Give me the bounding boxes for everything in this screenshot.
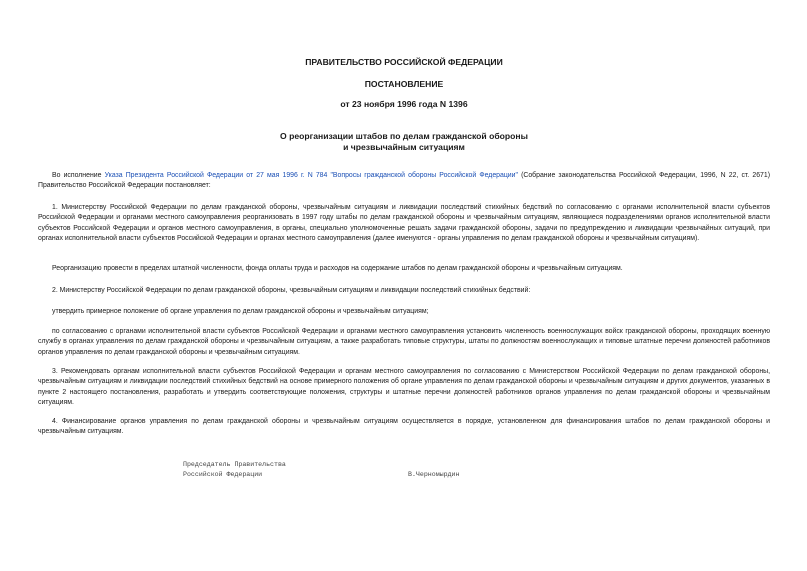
paragraph-1-text: 1. Министерству Российской Федерации по делам гражданской обороны, чрезвычайным ситуациям и ликвидации последствий стихийных бедствий по согласованию с органами исполнительной власти субъектов Российской Федерации и органами местного самоуправления реорганизовать в 1997 году штабы по делам гражданской обороны и чрезвычайным ситуациям, являющиеся подразделениями органов исполнительной власти субъектов Российской Федерации и органов местного самоуправления, в органы, специально уполномоченные решать задачи гражданской обороны, задачи по предупреждению и ликвидации чрезвычайных ситуаций, при органах исполнительной власти субъектов Российской Федерации и органах местного самоуправления (далее именуются - органы управления по делам гражданской обороны и чрезвычайным ситуациям). xyxy=(38,204,770,243)
decree-link[interactable]: Указа Президента Российской Федерации от 27 мая 1996 г. N 784 "Вопросы гражданской обороны Российской Федерации" xyxy=(104,172,518,179)
paragraph-2-text: 2. Министерству Российской Федерации по делам гражданской обороны, чрезвычайным ситуациям и ликвидации последствий стихийных бедствий: xyxy=(52,287,531,294)
title-line-2: и чрезвычайным ситуациям xyxy=(343,142,465,152)
intro-paragraph xyxy=(38,171,770,192)
document-type: ПОСТАНОВЛЕНИЕ xyxy=(364,79,444,89)
paragraph-4-text: 4. Финансирование органов управления по делам гражданской обороны и чрезвычайным ситуациям осуществляется в порядке, установленном для финансирования штабов по делам гражданской обороны и чрезвычайным ситуациям. xyxy=(38,418,770,436)
paragraph-4 xyxy=(38,417,770,438)
intro-text-before: Во исполнение xyxy=(52,172,105,179)
paragraph-2a xyxy=(38,307,770,317)
signatory-position-line-2: Российской Федерации xyxy=(183,471,263,478)
signatory-name: В.Черномырдин xyxy=(408,471,460,478)
paragraph-2 xyxy=(38,286,770,296)
paragraph-1 xyxy=(38,203,770,245)
paragraph-1b xyxy=(38,264,770,274)
paragraph-3 xyxy=(38,367,770,409)
title-line-1: О реорганизации штабов по делам гражданской обороны xyxy=(280,131,528,141)
paragraph-2a-text: утвердить примерное положение об органе управления по делам гражданской обороны и чрезвычайным ситуациям; xyxy=(52,308,429,315)
paragraph-1b-text: Реорганизацию провести в пределах штатной численности, фонда оплаты труда и расходов на содержание штабов по делам гражданской обороны и чрезвычайным ситуациям. xyxy=(52,265,623,272)
paragraph-2b-text: по согласованию с органами исполнительной власти субъектов Российской Федерации и органами местного самоуправления установить численность военнослужащих войск гражданской обороны, проходящих военную службу в органах управления по делам гражданской обороны и чрезвычайным ситуациям, а также разработать типовые структуры, штаты по должностям военнослужащих и типовые штатные перечни должностей работников органов управления по делам гражданской обороны и чрезвычайным ситуациям. xyxy=(38,328,770,356)
government-heading: ПРАВИТЕЛЬСТВО РОССИЙСКОЙ ФЕДЕРАЦИИ xyxy=(305,57,503,67)
date-number: от 23 ноября 1996 года N 1396 xyxy=(340,99,468,109)
intro-text-after: (Собрание законодательства Российской Федерации, 1996, N 22, ст. 2671) Правительство Российской Федерации постановляет: xyxy=(38,172,770,190)
signatory-position-line-1: Председатель Правительства xyxy=(183,461,286,468)
paragraph-3-text: 3. Рекомендовать органам исполнительной власти субъектов Российской Федерации и органам местного самоуправления по согласованию с Министерством Российской Федерации по делам гражданской обороны, чрезвычайным ситуациям и ликвидации последствий стихийных бедствий на основе примерного положения об органе управления по делам гражданской обороны и чрезвычайным ситуациям и других документов, указанных в пункте 2 настоящего постановления, разработать и утвердить соответствующие положения, структуры и штатные перечни должностей работников органов управления по делам гражданской обороны и чрезвычайным ситуациям. xyxy=(38,368,770,407)
paragraph-2b xyxy=(38,327,770,358)
